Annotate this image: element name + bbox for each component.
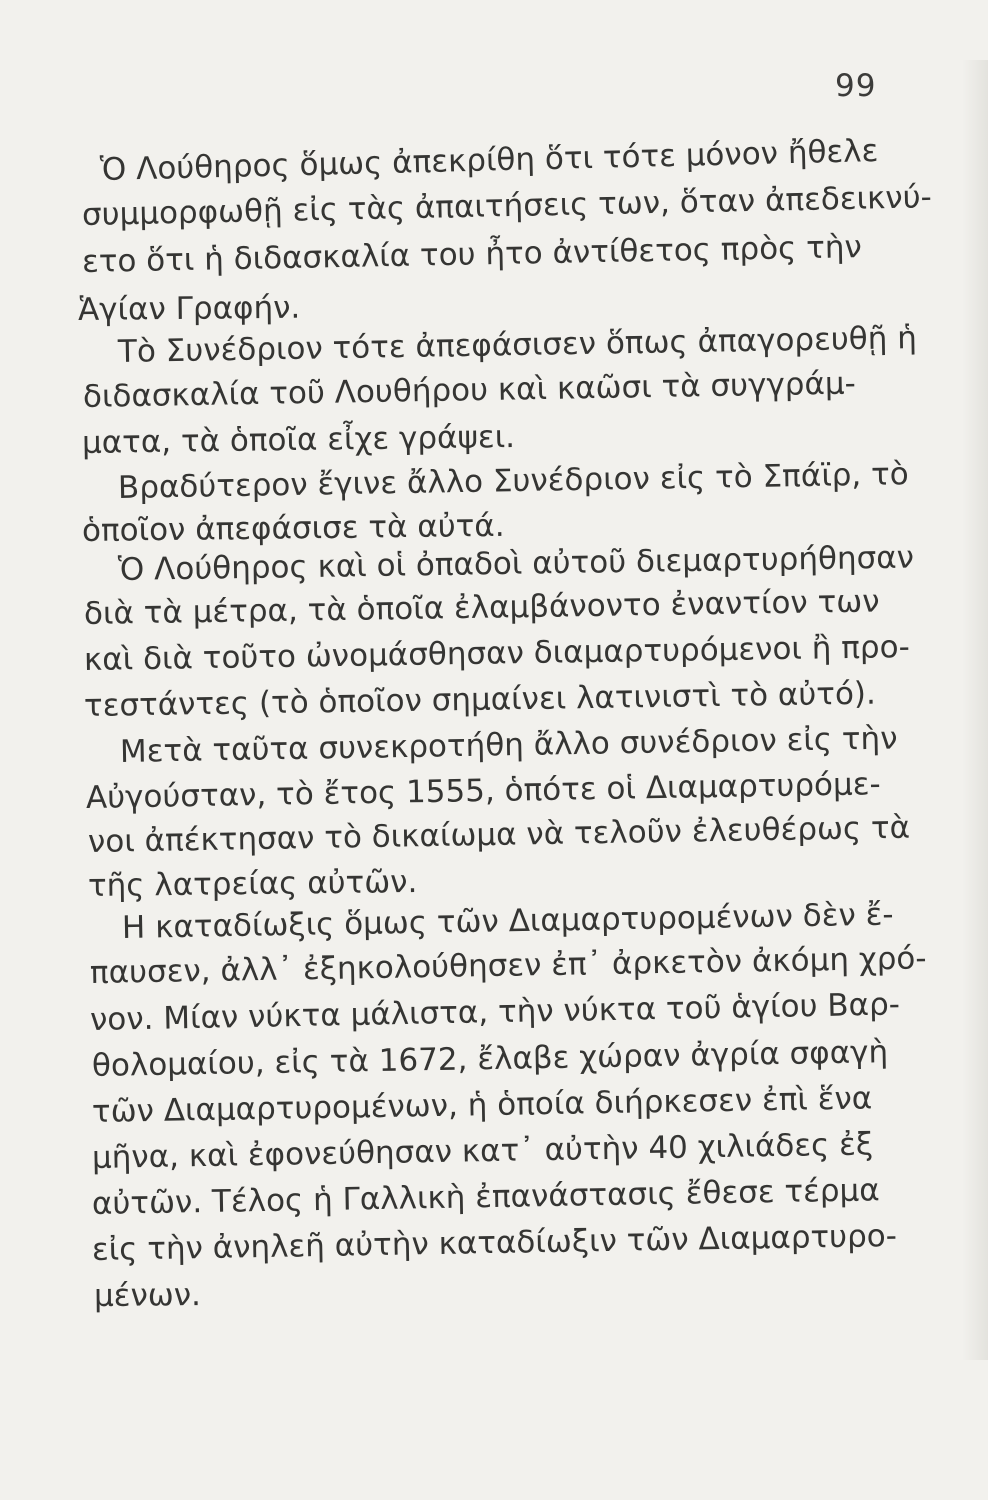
text-line: τεστάντες (τὸ ὁποῖον σημαίνει λατινιστὶ τὸ αὐτό). (83, 675, 877, 724)
text-line: νον. Μίαν νύκτα μάλιστα, τὴν νύκτα τοῦ ἁγίου Βαρ- (89, 986, 901, 1038)
text-line: Ὁ Λούθηρος ὅμως ἀπεκρίθη ὅτι τότε μόνον ἤθελε (99, 132, 879, 188)
text-line: Βραδύτερον ἔγινε ἄλλο Συνέδριον εἰς τὸ Σπάϊρ, τὸ (117, 456, 910, 506)
text-line: εἰς τὴν ἀνηλεῆ αὐτὴν καταδίωξιν τῶν Διαμαρτυρο- (91, 1217, 898, 1268)
text-line: παυσεν, ἀλλ᾽ ἐξηκολούθησεν ἐπ᾽ ἀρκετὸν ἀκόμη χρό- (89, 940, 927, 991)
text-line: ετο ὅτι ἡ διδασκαλία του ἦτο ἀντίθετος πρὸς τὴν (81, 229, 863, 280)
text-line: συμμορφωθῇ εἰς τὰς ἀπαιτήσεις των, ὅταν ἀπεδεικνύ- (81, 179, 933, 233)
text-line: διδασκαλία τοῦ Λουθήρου καὶ καῶσι τὰ συγγράμ- (82, 365, 857, 415)
text-line: Η καταδίωξις ὅμως τῶν Διαμαρτυρομένων δὲν ἔ- (121, 896, 894, 946)
text-line: μῆνα, καὶ ἐφονεύθησαν κατ᾽ αὐτὴν 40 χιλιάδες ἐξ (91, 1126, 874, 1176)
text-line: Μετὰ ταῦτα συνεκροτήθη ἄλλο συνέδριον εἰς τὴν (119, 720, 898, 770)
text-line: Ἁγίαν Γραφήν. (77, 289, 301, 328)
text-line: καὶ διὰ τοῦτο ὠνομάσθησαν διαμαρτυρόμενοι ἢ προ- (83, 629, 911, 678)
text-line: τῶν Διαμαρτυρομένων, ἡ ὁποία διήρκεσεν ἐπὶ ἕνα (91, 1080, 873, 1130)
text-line: Τὸ Συνέδριον τότε ἀπεφάσισεν ὅπως ἀπαγορευθῇ ἡ (117, 320, 918, 370)
text-line: ματα, τὰ ὁποῖα εἶχε γράψει. (81, 418, 516, 461)
text-line: αὐτῶν. Τέλος ἡ Γαλλικὴ ἐπανάστασις ἔθεσε τέρμα (91, 1172, 880, 1222)
facing-page-bleed (962, 60, 988, 1360)
text-line: ὁποῖον ἀπεφάσισε τὰ αὐτά. (81, 507, 505, 549)
text-line: διὰ τὰ μέτρα, τὰ ὁποῖα ἐλαμβάνοντο ἐναντίον των (83, 583, 880, 632)
text-line: μένων. (93, 1277, 202, 1314)
text-line: Ὁ Λούθηρος καὶ οἱ ὀπαδοὶ αὐτοῦ διεμαρτυρήθησαν (117, 539, 915, 588)
text-line: θολομαίου, εἰς τὰ 1672, ἔλαβε χώραν ἀγρία σφαγὴ (91, 1034, 889, 1084)
text-line: νοι ἀπέκτησαν τὸ δικαίωμα νὰ τελοῦν ἐλευθέρως τὰ (87, 809, 911, 860)
text-line: τῆς λατρείας αὐτῶν. (87, 863, 418, 904)
text-line: Αὐγούσταν, τὸ ἔτος 1555, ὁπότε οἱ Διαμαρτυρόμε- (85, 766, 881, 816)
page-number: 99 (835, 68, 877, 104)
